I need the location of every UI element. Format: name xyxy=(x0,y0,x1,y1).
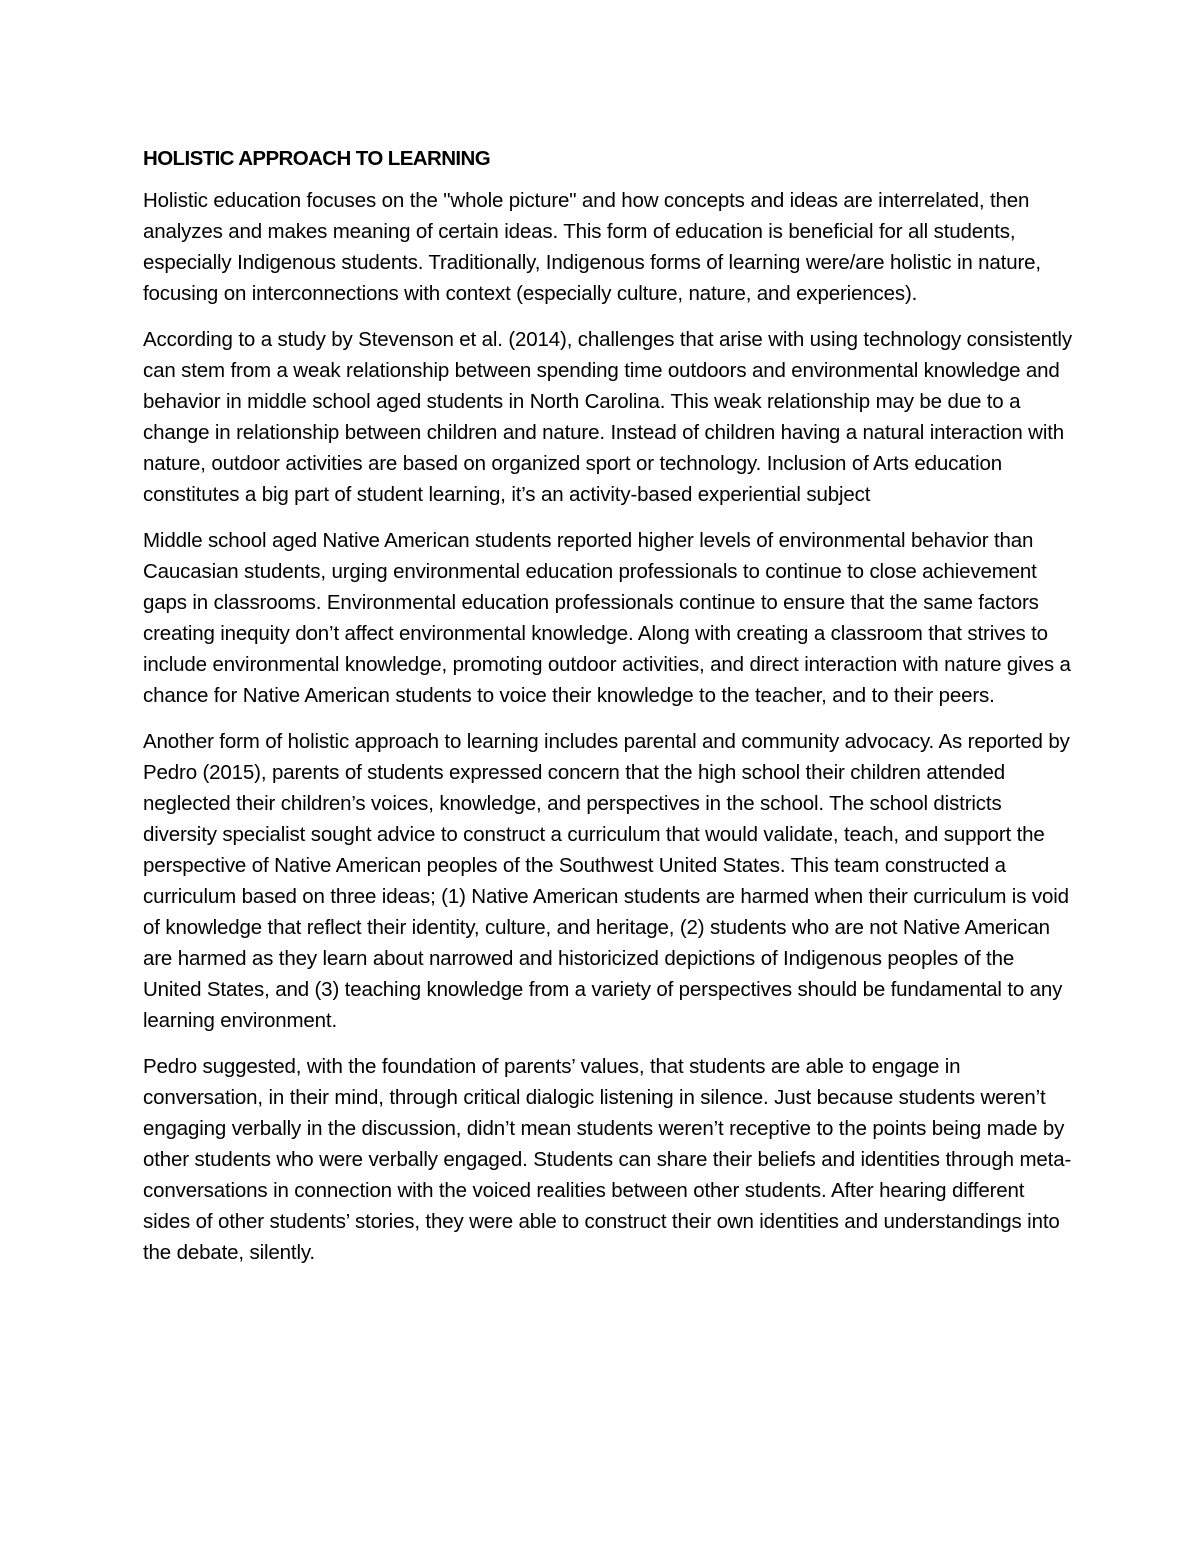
document-body xyxy=(143,143,1073,1283)
paragraph-parental-advocacy: Another form of holistic approach to learning includes parental and community advocacy. As reported by Pedro (2015), parents of students expressed concern that the high school their children attended neglected their children’s voices, knowledge, and perspectives in the school. The school districts diversity specialist sought advice to construct a curriculum that would validate, teach, and support the perspective of Native American peoples of the Southwest United States. This team constructed a curriculum based on three ideas; (1) Native American students are harmed when their curriculum is void of knowledge that reflect their identity, culture, and heritage, (2) students who are not Native American are harmed as they learn about narrowed and historicized depictions of Indigenous peoples of the United States, and (3) teaching knowledge from a variety of perspectives should be fundamental to any learning environment. xyxy=(143,730,1070,1032)
paragraph-holistic-education: Holistic education focuses on the "whole picture" and how concepts and ideas are interrelated, then analyzes and makes meaning of certain ideas. This form of education is beneficial for all students, especially Indigenous students. Traditionally, Indigenous forms of learning were/are holistic in nature, focusing on interconnections with context (especially culture, nature, and experiences). xyxy=(143,189,1041,305)
paragraph-native-american-students: Middle school aged Native American students reported higher levels of environmental behavior than Caucasian students, urging environmental education professionals to continue to close achievement gaps in classrooms. Environmental education professionals continue to ensure that the same factors creating inequity don’t affect environmental knowledge. Along with creating a classroom that strives to include environmental knowledge, promoting outdoor activities, and direct interaction with nature gives a chance for Native American students to voice their knowledge to the teacher, and to their peers. xyxy=(143,529,1071,707)
document-title: HOLISTIC APPROACH TO LEARNING xyxy=(143,147,491,170)
paragraph-stevenson-study: According to a study by Stevenson et al. (2014), challenges that arise with using technology consistently can stem from a weak relationship between spending time outdoors and environmental knowledge and behavior in middle school aged students in North Carolina. This weak relationship may be due to a change in relationship between children and nature. Instead of children having a natural interaction with nature, outdoor activities are based on organized sport or technology. Inclusion of Arts education constitutes a big part of student learning, it’s an activity-based experiential subject xyxy=(143,328,1072,506)
paragraph-pedro-dialogic-listening: Pedro suggested, with the foundation of parents’ values, that students are able to engage in conversation, in their mind, through critical dialogic listening in silence. Just because students weren’t engaging verbally in the discussion, didn’t mean students weren’t receptive to the points being made by other students who were verbally engaged. Students can share their beliefs and identities through meta-conversations in connection with the voiced realities between other students. After hearing different sides of other students’ stories, they were able to construct their own identities and understandings into the debate, silently. xyxy=(143,1055,1072,1264)
